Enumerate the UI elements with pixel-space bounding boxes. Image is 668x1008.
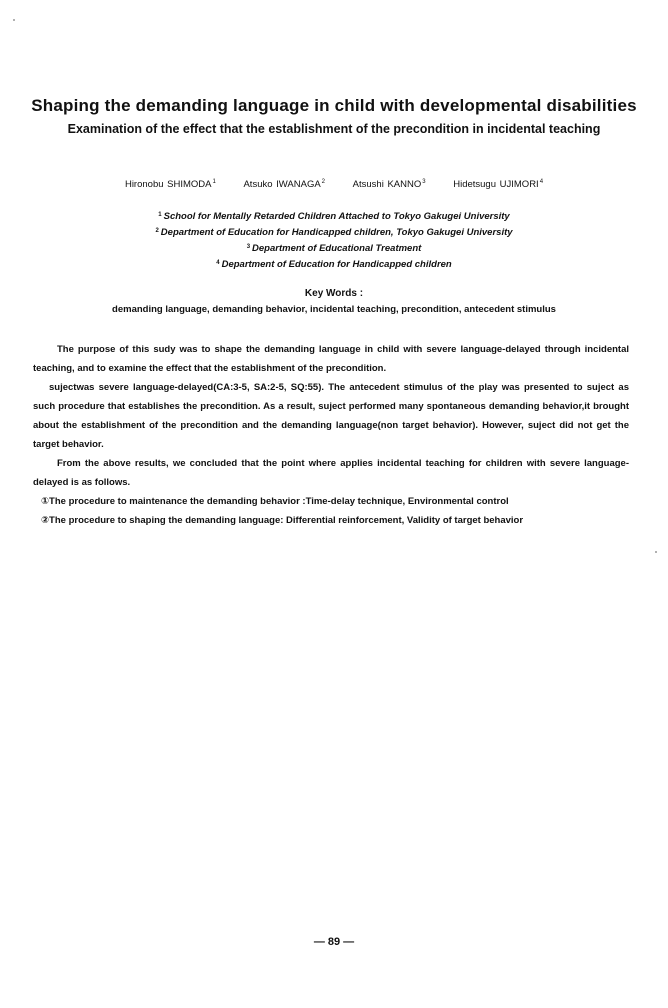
keywords-label: Key Words : xyxy=(304,288,364,299)
abstract-paragraph: sujectwas severe language-delayed(CA:3-5, SA:2-5, SQ:55). The antecedent stimulus of the play was presented to suject as such procedure that establishes the precondition. As a result, suject performed many spontaneous demanding behavior,it brought about the establishment of the precondition and the demanding language(non target behavior). However, suject did not get the target behavior. xyxy=(33,382,629,450)
affiliation: $^1$ School for Mentally Retarded Children Attached to Tokyo Gakugei University xyxy=(158,211,510,222)
author: Atsushi KANNO$^3$ xyxy=(352,179,426,190)
author: Hironobu SHIMODA$^1$ xyxy=(124,179,216,190)
scan-speck xyxy=(655,551,657,553)
abstract-list-item: ②The procedure to shaping the demanding language: Differential reinforcement, Validity of target behavior xyxy=(41,515,524,526)
paper-title: Shaping the demanding language in child with developmental disabilities xyxy=(31,96,637,115)
affiliation: $^4$ Department of Education for Handicapped children xyxy=(216,259,452,270)
author: Atsuko IWANAGA$^2$ xyxy=(243,179,326,190)
abstract-paragraph: The purpose of this sudy was to shape the demanding language in child with severe language-delayed through incidental teaching, and to examine the effect that the establishment of the precondition. xyxy=(33,344,629,374)
abstract-list-item: ①The procedure to maintenance the demanding behavior :Time-delay technique, Environmental control xyxy=(41,496,509,507)
author-list xyxy=(0,179,668,190)
abstract-paragraph: From the above results, we concluded that the point where applies incidental teaching for children with severe language-delayed is as follows. xyxy=(33,458,629,488)
scan-speck xyxy=(13,19,15,21)
affiliation: $^2$ Department of Education for Handicapped children, Tokyo Gakugei University xyxy=(155,227,513,238)
affiliation: $^3$ Department of Educational Treatment xyxy=(246,243,422,254)
keywords-list: demanding language, demanding behavior, incidental teaching, precondition, antecedent stimulus xyxy=(112,304,556,315)
author: Hidetsugu UJIMORI$^4$ xyxy=(453,179,544,190)
page-number: — 89 — xyxy=(313,936,355,948)
abstract xyxy=(33,340,629,530)
paper-subtitle: Examination of the effect that the establishment of the precondition in incidental teaching xyxy=(67,122,601,136)
affiliation-list xyxy=(0,208,668,272)
